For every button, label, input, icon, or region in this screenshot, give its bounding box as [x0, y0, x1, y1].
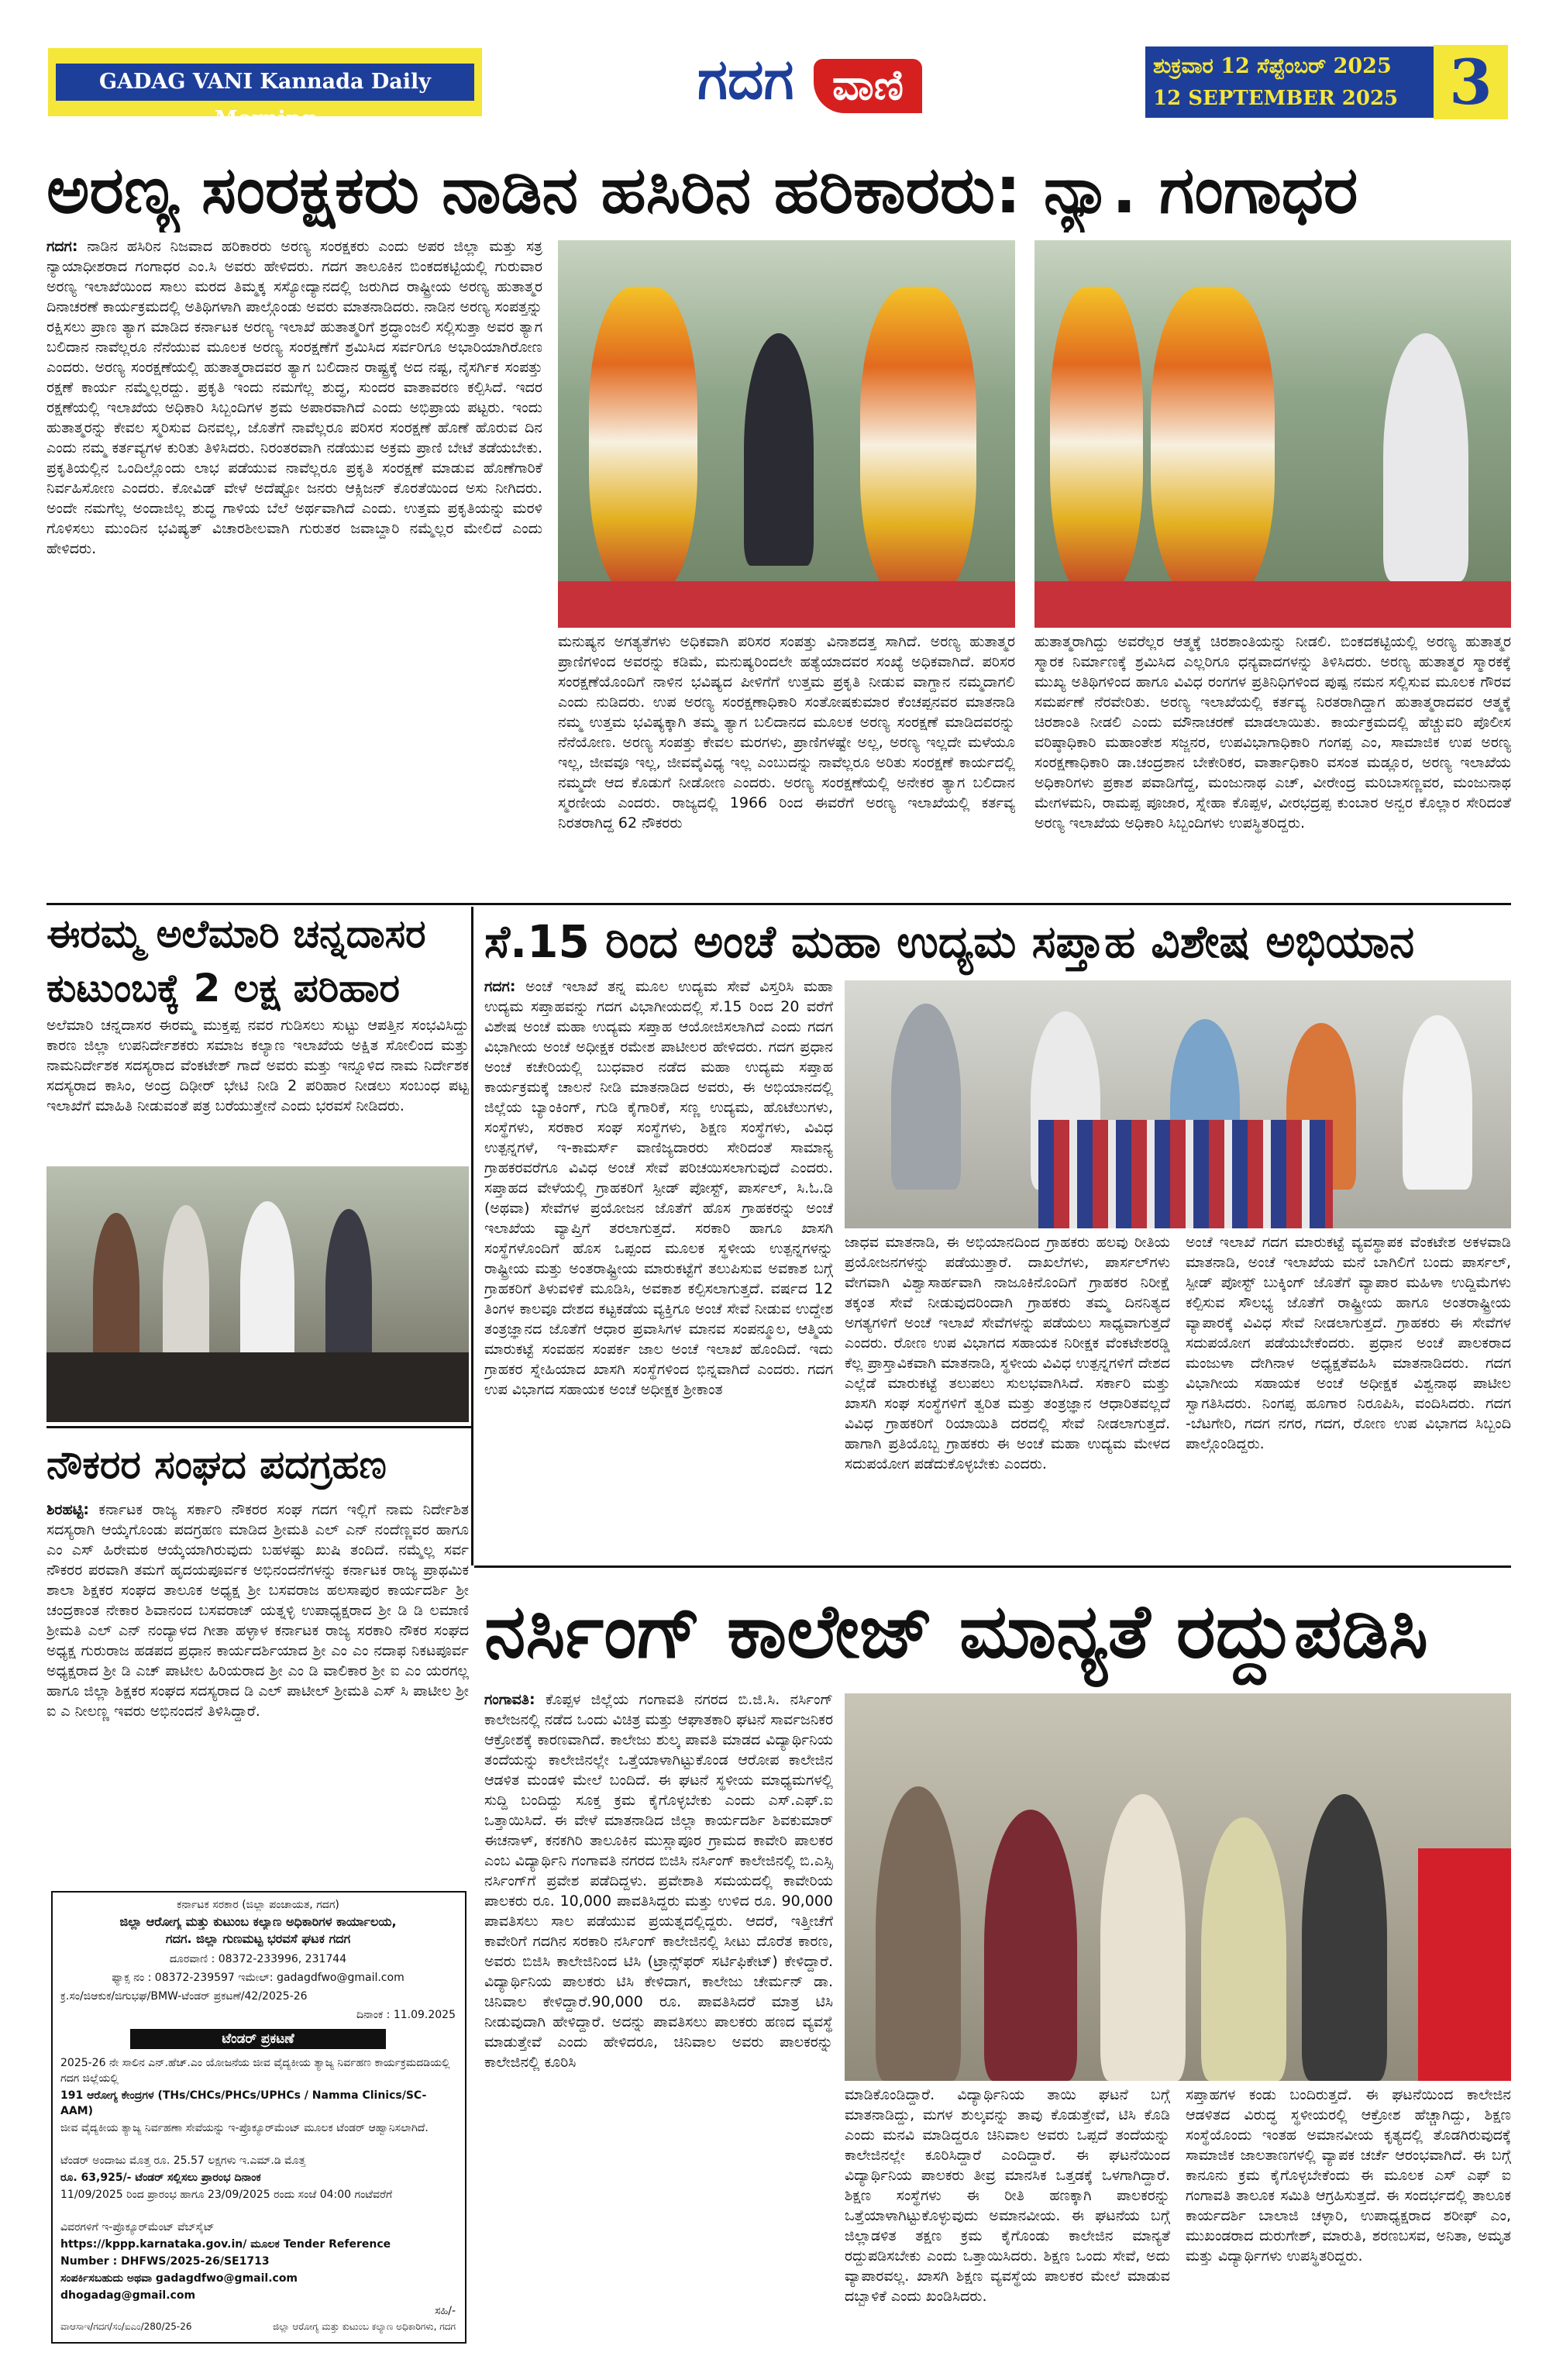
story1-photo-2	[1034, 240, 1511, 628]
story3-dateline: ಗದಗ:	[484, 978, 516, 995]
masthead-tagline-box	[48, 48, 482, 131]
tender-ref: ಕ್ರ.ಸಂ/ಜಿಆಕುಕ/ಜಿಗುಭಘ/BMW-ಟೆಂಡರ್ ಪ್ರಕಟಣೆ/42/2025-26	[60, 1990, 308, 2003]
story5-photo	[845, 1693, 1511, 2081]
tender-line: ಸಂಪರ್ಕಿಸಬಹುದು ಅಥವಾ gadagdfwo@gmail.com	[60, 2272, 298, 2285]
tender-unit: ಗದಗ. ಜಿಲ್ಲಾ ಗುಣಮಟ್ಟ ಭರವಸೆ ಘಟಕ ಗದಗ	[165, 1931, 351, 1946]
tender-line: ಜೀವ ವೈದ್ಯಕೀಯ ತ್ಯಾಜ್ಯ ನಿರ್ವಹಣಾ ಸೇವೆಯನ್ನು ಇ-ಪ್ರೊಕ್ಯೂರ್‌ಮೆಂಟ್ ಮೂಲಕ ಟೆಂಡರ್ ಆಹ್ವಾನಿಸಲಾಗಿದೆ.	[60, 2122, 429, 2134]
story3-col1-text: ಅಂಚೆ ಇಲಾಖೆ ತನ್ನ ಮೂಲ ಉದ್ಯಮ ಸೇವೆ ವಿಸ್ತರಿಸಿ ಮಹಾ ಉದ್ಯಮ ಸಪ್ತಾಹವನ್ನು ಗದಗ ವಿಭಾಗೀಯದಲ್ಲಿ ಸೆ.15 ರಿಂದ 20 ವರೆಗೆ ವಿಶೇಷ ಅಂಚೆ ಮಹಾ ಉದ್ಯಮ ಸಪ್ತಾಹ ಆಯೋಜಿಸಲಾಗಿದೆ ಎಂದು ಗದಗ ವಿಭಾಗೀಯ ಅಂಚೆ ಅಧೀಕ್ಷಕ ರಮೇಶ ಪಾಟೀಲರ ಹೇಳಿದರು. ಗದಗ ಪ್ರಧಾನ ಅಂಚೆ ಕಚೇರಿಯಲ್ಲಿ ಬುಧವಾರ ನಡೆದ ಮಹಾ ಉದ್ಯಮ ಸಪ್ತಾಹ ಕಾರ್ಯಕ್ರಮಕ್ಕೆ ಚಾಲನೆ ನೀಡಿ ಮಾತನಾಡಿದ ಅವರು, ಈ ಅಭಿಯಾನದಲ್ಲಿ ಜಿಲ್ಲೆಯ ಬ್ಯಾಂಕಿಂಗ್, ಗುಡಿ ಕೈಗಾರಿಕೆ, ಸಣ್ಣ ಉದ್ಯಮ, ಹೊಟೆಲುಗಳು, ಸಂಸ್ಥೆಗಳು, ಸರಕಾರ ಸಂಘ ಸಂಸ್ಥೆಗಳು, ಶಿಕ್ಷಣ ಸಂಸ್ಥೆಗಳು, ವಿವಿಧ ಉತ್ಪನ್ನಗಳೆ, ಇ-ಕಾಮರ್ಸ್ ವಾಣಿಜ್ಯದಾರರು ಸೇರಿದಂತೆ ಸಾಮಾನ್ಯ ಗ್ರಾಹಕರವರೆಗೂ ವಿವಿಧ ಅಂಚೆ ಸೇವೆ ಪರಿಚಯಿಸಲಾಗುವುದೆ ಎಂದರು. ಸಪ್ತಾಹದ ವೇಳೆಯಲ್ಲಿ ಗ್ರಾಹಕರಿಗೆ ಸ್ಪೀಡ್ ಪೋಸ್ಟ್, ಪಾರ್ಸಲ್, ಸಿ.ಓ.ಡಿ (ಅಥವಾ) ಸೇವೆಗಳ ಪ್ರಯೋಜನ ಜೊತೆಗೆ ಹೊಸ ಗ್ರಾಹಕರನ್ನು ಅಂಚೆ ಇಲಾಖೆಯ ವ್ಯಾಪ್ತಿಗೆ ತರಲಾಗುತ್ತದೆ. ಸರಕಾರಿ ಹಾಗೂ ಖಾಸಗಿ ಸಂಸ್ಥೆಗಳೊಂದಿಗೆ ಹೊಸ ಒಪ್ಪಂದ ಮೂಲಕ ಸ್ಥಳೀಯ ಉತ್ಪನ್ನಗಳನ್ನು ರಾಷ್ಟ್ರೀಯ ಮತ್ತು ಅಂತರಾಷ್ಟ್ರೀಯ ಮಾರುಕಟ್ಟೆಗೆ ತಲುಪಿಸುವ ಅವಕಾಶ ಬಗ್ಗೆ ಗ್ರಾಹಕರಿಗೆ ತಿಳುವಳಿಕೆ ಮೂಡಿಸಿ, ಅವಕಾಶ ಕಲ್ಪಿಸಲಾಗುತ್ತದೆ. ವರ್ಷದ 12 ತಿಂಗಳ ಕಾಲವೂ ದೇಶದ ಕಟ್ಟಕಡೆಯ ವ್ಯಕ್ತಿಗೂ ಅಂಚೆ ಸೇವೆ ನೀಡುವ ಉದ್ದೇಶ ತಂತ್ರಜ್ಞಾನದ ಜೊತೆಗೆ ಆಧಾರ ಪ್ರವಾಸಿಗಳ ಮಾನವ ಸಂಪನ್ಮೂಲ, ಆತ್ಮಿಯ ಮಾರುಕಟ್ಟೆ ಸಂವಹನ ಸಂಪರ್ಕ ಜಾಲ ಅಂಚೆ ಇಲಾಖೆ ಹೊಂದಿದೆ. ಇದು ಗ್ರಾಹಕರ ಸ್ನೇಹಿಯಾದ ಖಾಸಗಿ ಸಂಸ್ಥೆಗಳಿಂದ ಭಿನ್ನವಾಗಿದೆ ಎಂದರು. ಗದಗ ಉಪ ವಿಭಾಗದ ಸಹಾಯಕ ಅಂಚೆ ಅಧೀಕ್ಷಕ ಶ್ರೀಕಾಂತ	[484, 978, 833, 1398]
person-figure	[1100, 1794, 1186, 2081]
flower-garland	[1151, 287, 1275, 604]
officer-figure	[1383, 333, 1468, 581]
tender-ref-number: Number : DHFWS/2025-26/SE1713	[60, 2255, 270, 2268]
tender-line: 11/09/2025 ರಿಂದ ಪ್ರಾರಂಭ ಹಾಗೂ 23/09/2025 ರಂದು ಸಂಜೆ 04:00 ಗಂಟೆವರೆಗೆ	[60, 2189, 393, 2201]
newspaper-logo	[697, 42, 930, 119]
floor-flowers	[1034, 581, 1511, 628]
divider	[471, 907, 473, 1565]
date-kannada: ಶುಕ್ರವಾರ 12 ಸೆಪ್ಟೆಂಬರ್ 2025	[1153, 54, 1392, 78]
story3-headline: ಸೆ.15 ರಿಂದ ಅಂಚೆ ಮಹಾ ಉದ್ಯಮ ಸಪ್ತಾಹ ವಿಶೇಷ ಅಭಿಯಾನ	[484, 915, 1415, 968]
story2-body: ಅಲೆಮಾರಿ ಚನ್ನದಾಸರ ಈರಮ್ಮ ಮುಕ್ತಪ್ಪ ನವರ ಗುಡಿಸಲು ಸುಟ್ಟು ಆಪತ್ತಿನ ಸಂಭವಿಸಿದ್ದು ಕಾರಣ ಜಿಲ್ಲಾ ಉಪನಿರ್ದೇಶಕರು ಸಮಾಜ ಕಲ್ಯಾಣ ಇಲಾಖೆಯ ಅಕ್ಷಿತ ಸೋಲಿಂದ ಮತ್ತು ನಾಮನಿರ್ದೇಶಕ ಸದಸ್ಯರಾದ ವೆಂಕಟೇಶ್ ಗಾದೆ ಅವರು ಮತ್ತು ಇನ್ನೂಳಿದ ನಾಮ ನಿರ್ದೇಶಕ ಸದಸ್ಯರಾದ ಕಾಸಿಂ, ಅಂದ್ರ ದಿಢೀರ್ ಭೇಟಿ ನೀಡಿ 2 ಪರಿಹಾರ ನೀಡಲು ಸಂಬಂಧ ಪಟ್ಟ ಇಲಾಖೆಗೆ ಮಾಹಿತಿ ನೀಡುವಂತೆ ಪತ್ರ ಬರೆಯುತ್ತೇನೆ ಎಂದು ಭರವಸೆ ನೀಡಿದರು.	[46, 1017, 469, 1114]
flower-garland	[1050, 287, 1143, 597]
story4-body	[46, 1500, 469, 1883]
story3-photo	[845, 980, 1511, 1228]
person-figure	[1302, 1794, 1387, 2081]
story3-col1	[484, 976, 833, 1562]
tender-line: dhogadag@gmail.com	[60, 2289, 196, 2302]
tender-line: ಟೆಂಡರ್ ಅಂದಾಜು ಮೊತ್ತ ರೂ. 25.57 ಲಕ್ಷಗಳು ಇ.ಎಮ್.ಡಿ ಮೊತ್ತ	[60, 2154, 306, 2167]
tender-link: https://kppp.karnataka.gov.in/ ಮೂಲಕ Tender Reference	[60, 2238, 391, 2251]
story1-photo-1	[558, 240, 1015, 628]
person-figure	[876, 1786, 961, 2081]
tender-phone: ದೂರವಾಣಿ : 08372-233996, 231744	[169, 1953, 347, 1965]
story5-col3: ಸಪ್ತಾಹಗಳ ಕಂಡು ಬಂದಿರುತ್ತದೆ. ಈ ಘಟನೆಯಿಂದ ಕಾಲೇಜಿನ ಆಡಳಿತದ ವಿರುದ್ಧ ಸ್ಥಳೀಯರಲ್ಲಿ ಆಕ್ರೋಶ ಹೆಚ್ಚಾಗಿದ್ದು, ಶಿಕ್ಷಣ ಸಂಸ್ಥೆಯೊಂದು ಇಂತಹ ಅಮಾನವೀಯ ಕೃತ್ಯದಲ್ಲಿ ತೊಡಗಿರುವುದಕ್ಕೆ ಸಾಮಾಜಿಕ ಜಾಲತಾಣಗಳಲ್ಲಿ ವ್ಯಾಪಕ ಚರ್ಚೆ ಆರಂಭವಾಗಿದೆ. ಈ ಬಗ್ಗೆ ಕಾನೂನು ಕ್ರಮ ಕೈಗೊಳ್ಳಬೇಕೆಂದು ಈ ಮೂಲಕ ಎಸ್ ಎಫ್ ಐ ಗಂಗಾವತಿ ತಾಲೂಕ ಸಮಿತಿ ಆಗ್ರಹಿಸುತ್ತದೆ. ಈ ಸಂದರ್ಭದಲ್ಲಿ ತಾಲೂಕ ಕಾರ್ಯದರ್ಶಿ ಬಾಲಾಜಿ ಚಳ್ಳಾರಿ, ಉಪಾಧ್ಯಕ್ಷರಾದ ಶರೀಫ್ ಎಂ, ಮುಖಂಡರಾದ ದುರುಗೇಶ್, ಮಾರುತಿ, ಶರಣಬಸವ, ಅನಿತಾ, ಅಮೃತ ಮತ್ತು ವಿದ್ಯಾರ್ಥಿಗಳು ಉಪಸ್ಥಿತರಿದ್ದರು.	[1186, 2086, 1511, 2265]
masthead-date-box	[1145, 46, 1434, 118]
tender-line: 191 ಆರೋಗ್ಯ ಕೇಂದ್ರಗಳ (THs/CHCs/PHCs/UPHCs / Namma Clinics/SC-AAM)	[60, 2089, 427, 2117]
table-cloth	[1038, 1120, 1333, 1228]
story2-headline-line1: ಈರಮ್ಮ ಅಲೆಮಾರಿ ಚನ್ನದಾಸರ	[46, 911, 426, 956]
tender-line: 2025-26 ನೇ ಸಾಲಿನ ಎನ್.ಹೆಚ್.ಎಂ ಯೋಜನೆಯ ಜೀವ ವೈದ್ಯಕೀಯ ತ್ಯಾಜ್ಯ ನಿರ್ವಹಣ ಕಾರ್ಯಕ್ರಮದಡಿಯಲ್ಲಿ ಗದಗ ಜಿಲ್ಲೆಯಲ್ಲಿ	[60, 2057, 450, 2085]
story1-col1	[46, 236, 542, 899]
story5-headline: ನರ್ಸಿಂಗ್ ಕಾಲೇಜ್ ಮಾನ್ಯತೆ ರದ್ದುಪಡಿಸಿ	[484, 1588, 1428, 1675]
story4-dateline: ಶಿರಹಟ್ಟಿ:	[46, 1501, 90, 1518]
flower-garland	[860, 287, 976, 604]
tender-email: ಫ್ಯಾಕ್ಸ ನಂ : 08372-239597 ಇಮೇಲ್: gadagdfwo@gmail.com	[112, 1972, 404, 1984]
burnt-debris	[46, 1352, 469, 1422]
tender-code: ವಾಆಸಾಇ/ಗದಗ/ಸಂ/ಐಎಂ/280/25-26	[60, 2321, 192, 2332]
tender-notice	[51, 1891, 466, 2344]
story5-col2: ಮಾಡಿಕೊಂಡಿದ್ದಾರೆ. ವಿದ್ಯಾರ್ಥಿನಿಯ ತಾಯಿ ಘಟನೆ ಬಗ್ಗೆ ಮಾತನಾಡಿದ್ದು, ಮಗಳ ಶುಲ್ಕವನ್ನು ತಾವು ಕೊಡುತ್ತೇವೆ, ಟಿಸಿ ಕೊಡಿ ಎಂದು ಮನವಿ ಮಾಡಿದ್ದರೂ ಚಿನಿವಾಲ ಅವರು ಒಪ್ಪದೆ ತಂದೆಯನ್ನು ಕಾಲೇಜಿನಲ್ಲೇ ಕೂರಿಸಿದ್ದಾರೆ ಎಂದಿದ್ದಾರೆ. ಈ ಘಟನೆಯಿಂದ ವಿದ್ಯಾರ್ಥಿನಿಯ ಪಾಲಕರು ತೀವ್ರ ಮಾನಸಿಕ ಒತ್ತಡಕ್ಕೆ ಒಳಗಾಗಿದ್ದಾರೆ. ಶಿಕ್ಷಣ ಸಂಸ್ಥೆಗಳು ಈ ರೀತಿ ಹಣಕ್ಕಾಗಿ ಪಾಲಕರನ್ನು ಒತ್ತೆಯಾಳಾಗಿಟ್ಟುಕೊಳ್ಳುವುದು ಅಮಾನವೀಯ. ಈ ಘಟನೆಯ ಬಗ್ಗೆ ಜಿಲ್ಲಾಡಳಿತ ತಕ್ಷಣ ಕ್ರಮ ಕೈಗೊಂಡು ಕಾಲೇಜಿನ ಮಾನ್ಯತೆ ರದ್ದುಪಡಿಸಬೇಕು ಎಂದು ಒತ್ತಾಯಿಸಿದರು. ಶಿಕ್ಷಣ ಒಂದು ಸೇವೆ, ಅದು ವ್ಯಾಪಾರವಲ್ಲ. ಖಾಸಗಿ ಶಿಕ್ಷಣ ವ್ಯವಸ್ಥೆಯ ಪಾಲಕರ ಮೇಲೆ ಮಾಡುವ ದಬ್ಬಾಳಿಕೆ ಎಂದು ಖಂಡಿಸಿದರು.	[845, 2086, 1170, 2305]
person-figure	[984, 1810, 1077, 2081]
person-figure	[325, 1209, 372, 1368]
person-figure	[1201, 1817, 1286, 2081]
story1-col1-text: ನಾಡಿನ ಹಸಿರಿನ ನಿಜವಾದ ಹರಿಕಾರರು ಅರಣ್ಯ ಸಂರಕ್ಷಕರು ಎಂದು ಅಪರ ಜಿಲ್ಲಾ ಮತ್ತು ಸತ್ರ ನ್ಯಾಯಾಧೀಶರಾದ ಗಂಗಾಧರ ಎಂ.ಸಿ ಅವರು ಹೇಳಿದರು. ಗದಗ ತಾಲೂಕಿನ ಬಿಂಕದಕಟ್ಟಿಯಲ್ಲಿ ಗುರುವಾರ ಅರಣ್ಯ ಇಲಾಖೆಯಿಂದ ಸಾಲು ಮರದ ತಿಮ್ಮಕ್ಕ ಸಸ್ಯೋದ್ಯಾನದಲ್ಲಿ ಜರುಗಿದ ರಾಷ್ಟ್ರೀಯ ಅರಣ್ಯ ಹುತಾತ್ಮರ ದಿನಾಚರಣೆ ಕಾರ್ಯಕ್ರಮದಲ್ಲಿ ಅತಿಥಿಗಳಾಗಿ ಪಾಲ್ಗೊಂಡು ಅವರು ಮಾತನಾಡಿದರು. ನಾಡಿನ ಅರಣ್ಯ ಸಂಪತ್ತನ್ನು ರಕ್ಷಿಸಲು ಪ್ರಾಣ ತ್ಯಾಗ ಮಾಡಿದ ಕರ್ನಾಟಕ ಅರಣ್ಯ ಇಲಾಖೆ ಹುತಾತ್ಮರಿಗೆ ಶ್ರದ್ಧಾಂಜಲಿ ಸಲ್ಲಿಸುತ್ತಾ ಅವರ ತ್ಯಾಗ ಬಲಿದಾನ ನಾವೆಲ್ಲರೂ ನೆನೆಯುವ ಮೂಲಕ ಅರಣ್ಯ ಸಂರಕ್ಷಣೆಗೆ ಶ್ರಮಿಸಿದ ಸರ್ವರಿಗೂ ಅಭಾರಿಯಾಗಿರೋಣ ಎಂದರು. ಅರಣ್ಯ ಸಂರಕ್ಷಣೆಯಲ್ಲಿ ಹುತಾತ್ಮರಾದವರ ತ್ಯಾಗ ಬಲಿದಾನ ರಾಷ್ಟ್ರಕ್ಕೆ ಅದ ನಷ್ಟ, ನೈಸರ್ಗಿಕ ಸಂಪತ್ತು ರಕ್ಷಣೆ ಕಾರ್ಯ ನಮ್ಮೆಲ್ಲರದ್ದು. ಪ್ರಕೃತಿ ಇಂದು ನಮಗೆಲ್ಲ ಶುದ್ಧ, ಸುಂದರ ವಾತಾವರಣ ಕಲ್ಪಿಸಿದೆ. ಇದರ ರಕ್ಷಣೆಯಲ್ಲಿ ಇಲಾಖೆಯ ಅಧಿಕಾರಿ ಸಿಬ್ಬಂದಿಗಳ ಶ್ರಮ ಅಪಾರವಾಗಿದೆ ಎಂದು ಅಭಿಪ್ರಾಯ ಪಟ್ಟರು. ಇಂದು ಹುತಾತ್ಮರನ್ನು ಕೇವಲ ಸ್ಮರಿಸುವ ದಿನವಲ್ಲ, ಜೊತೆಗೆ ನಾವೆಲ್ಲರೂ ಪರಿಸರ ಸಂರಕ್ಷಣೆ ಹೊಣೆ ಹೊರುವ ದಿನ ಎಂದು ನಮ್ಮ ಕರ್ತವ್ಯಗಳ ಕುರಿತು ತಿಳಿಸಿದರು. ನಿರಂತರವಾಗಿ ನಡೆಯುವ ಅಕ್ರಮ ಪ್ರಾಣಿ ಬೇಟೆ ತಡೆಯಬೇಕು. ಪ್ರಕೃತಿಯಲ್ಲಿನ ಒಂದಿಲ್ಲೊಂದು ಲಾಭ ಪಡೆಯುವ ನಾವೆಲ್ಲರೂ ಪ್ರಕೃತಿ ಸಂರಕ್ಷಣೆ ಮಾಡುವ ಹೊಣೆಗಾರಿಕೆ ನಿರ್ವಹಿಸೋಣ ಎಂದರು. ಕೋವಿಡ್ ವೇಳೆ ಅದೆಷ್ಟೋ ಜನರು ಆಕ್ಸಿಜನ್ ಕೊರತೆಯಿಂದ ಅಸು ನೀಗಿದರು. ಅಂದೇ ನಮಗೆಲ್ಲ ಅಂದಾಜಿಲ್ಲ ಶುದ್ಧ ಗಾಳಿಯ ಬೆಲೆ ಅರ್ಥವಾಗಿದೆ ಎಂದು. ಉತ್ತಮ ಪ್ರಕೃತಿಯನ್ನು ಮರಳಿ ಗೊಳಿಸಲು ಮುಂದಿನ ಭವಿಷ್ಯತ್ ವಿಚಾರಶೀಲವಾಗಿ ಗುರುತರ ಜವಾಬ್ದಾರಿ ನಮ್ಮೆಲ್ಲರ ಮೇಲಿದೆ ಎಂದು ಹೇಳಿದರು.	[46, 238, 542, 557]
story4-body-text: ಕರ್ನಾಟಕ ರಾಜ್ಯ ಸರ್ಕಾರಿ ನೌಕರರ ಸಂಘ ಗದಗ ಇಲ್ಲಿಗೆ ನಾಮ ನಿರ್ದೇಶಿತ ಸದಸ್ಯರಾಗಿ ಆಯ್ಕೆಗೊಂಡು ಪದಗ್ರಹಣ ಮಾಡಿದ ಶ್ರೀಮತಿ ಎಲ್ ಎನ್ ನಂದೆಣ್ಣವರ ಹಾಗೂ ಎಂ ಎಸ್ ಹಿರೇಮಠ ಆಯ್ಕೆಯಾಗಿರುವುದು ಬಹಳಷ್ಟು ಖುಷಿ ತಂದಿದೆ. ನಮ್ಮೆಲ್ಲ ಸರ್ವ ನೌಕರರ ಪರವಾಗಿ ತಮಗೆ ಹೃದಯಪೂರ್ವಕ ಅಭಿನಂದನೆಗಳನ್ನು ಕರ್ನಾಟಕ ರಾಜ್ಯ ಪ್ರಾಥಮಿಕ ಶಾಲಾ ಶಿಕ್ಷಕರ ಸಂಘದ ತಾಲೂಕ ಅಧ್ಯಕ್ಷ ಶ್ರೀ ಬಸವರಾಜ ಹಲಸಾಪುರ ಕಾರ್ಯದರ್ಶಿ ಶ್ರೀ ಚಂದ್ರಕಾಂತ ನೇಕಾರ ಶಿವಾನಂದ ಬಸವರಾಜ್ ಯತ್ನಳ್ಳಿ ಉಪಾಧ್ಯಕ್ಷರಾದ ಶ್ರೀ ಡಿ ಡಿ ಲಮಾಣಿ ಶ್ರೀಮತಿ ಎಲ್ ಎನ್ ನಂದ್ಯಾಳದ ಗೀತಾ ಹಳ್ಳಾಳ ಕರ್ನಾಟಕ ರಾಜ್ಯ ಸರಕಾರಿ ನೌಕರ ಸಂಘದ ಅಧ್ಯಕ್ಷ ಗುರುರಾಜ ಹಡಪದ ಪ್ರಧಾನ ಕಾರ್ಯದರ್ಶಿಯಾದ ಶ್ರೀ ಎಂ ಎಂ ನದಾಫ ನಿಕಟಪೂರ್ವ ಅಧ್ಯಕ್ಷರಾದ ಶ್ರೀ ಡಿ ಎಚ್ ಪಾಟೀಲ ಹಿರಿಯರಾದ ಶ್ರೀ ಎಂ ಡಿ ವಾಲಿಕಾರ ಶ್ರೀ ಐ ಎಂ ಯರಗಲ್ಲ ಹಾಗೂ ಜಿಲ್ಲಾ ಶಿಕ್ಷಕರ ಸಂಘದ ಸದಸ್ಯರಾದ ಡಿ ಎಲ್ ಪಾಟೀಲ್ ಶ್ರೀಮತಿ ಎಸ್ ಸಿ ಪಾಟೀಲ ಶ್ರೀ ಐ ಎ ನೀಲಣ್ಣ ಇವರು ಅಭಿನಂದನೆ ತಿಳಿಸಿದ್ದಾರೆ.	[46, 1501, 469, 1720]
divider	[46, 1426, 471, 1428]
divider	[474, 1565, 1511, 1568]
tender-officer: ಜಿಲ್ಲಾ ಆರೋಗ್ಯ ಮತ್ತು ಕುಟುಂಬ ಕಲ್ಯಾಣ ಅಧಿಕಾರಿಗಳು, ಗದಗ	[273, 2321, 456, 2332]
story5-dateline: ಗಂಗಾವತಿ:	[484, 1691, 535, 1708]
story1-dateline: ಗದಗ:	[46, 238, 78, 255]
tender-line: ಕರ್ನಾಟಕ ಸರಕಾರ (ಜಿಲ್ಲಾ ಪಂಚಾಯತ, ಗದಗ)	[177, 1899, 339, 1911]
person-figure	[93, 1213, 139, 1368]
story2-photo	[46, 1166, 469, 1422]
flower-garland	[589, 287, 697, 597]
story3-col3: ಅಂಚೆ ಇಲಾಖೆ ಗದಗ ಮಾರುಕಟ್ಟೆ ವ್ಯವಸ್ಥಾಪಕ ವೆಂಕಟೇಶ ಅಕಳವಾಡಿ ಮಾತನಾಡಿ, ಅಂಚೆ ಇಲಾಖೆಯ ಮನೆ ಬಾಗಿಲಿಗೆ ಬಂದು ಪಾರ್ಸಲ್, ಸ್ಪೀಡ್ ಪೋಸ್ಟ್ ಬುಕ್ಕಿಂಗ್ ಜೊತೆಗೆ ವ್ಯಾಪಾರ ಮಹಿಳಾ ಉದ್ದಿಮೆಗಳು ಕಲ್ಪಿಸುವ ಸೌಲಭ್ಯ ಜೊತೆಗೆ ರಾಷ್ಟ್ರೀಯ ಹಾಗೂ ಅಂತರಾಷ್ಟ್ರೀಯ ವ್ಯಾಪಾರಕ್ಕೆ ವಿವಿಧ ಸೇವೆ ನೀಡಲಾಗುತ್ತದೆ. ಗ್ರಾಹಕರು ಈ ಸೇವೆಗಳ ಸದುಪಯೋಗ ಪಡೆಯಬೇಕೆಂದರು. ಪ್ರಧಾನ ಅಂಚೆ ಪಾಲಕರಾದ ಮಂಜುಳಾ ದೇಗಿನಾಳ ಅಧ್ಯಕ್ಷತೆವಹಿಸಿ ಮಾತನಾಡಿದರು. ಗದಗ ವಿಭಾಗೀಯ ಸಹಾಯಕ ಅಂಚೆ ಅಧೀಕ್ಷಕ ವಿಶ್ವನಾಥ ಪಾಟೀಲ ಸ್ವಾಗತಿಸಿದರು. ನಿಂಗಪ್ಪ ಹೂಗಾರ ನಿರೂಪಿಸಿ, ವಂದಿಸಿದರು. ಗದಗ -ಬೆಟಗೇರಿ, ಗದಗ ನಗರ, ಗದಗ, ರೋಣ ಉಪ ವಿಭಾಗದ ಸಿಬ್ಬಂದಿ ಪಾಲ್ಗೊಂಡಿದ್ದರು.	[1186, 1234, 1511, 1452]
tender-title: ಟೆಂಡರ್ ಪ್ರಕಟಣೆ	[130, 2029, 386, 2049]
logo-text-left: ಗದಗ	[697, 46, 794, 112]
tender-line: ವಿವರಗಳಿಗೆ ಇ-ಪ್ರೊಕ್ಯೂರ್‌ಮೆಂಟ್ ವೆಬ್‌ಸೈಟ್	[60, 2221, 215, 2234]
tender-signature: ಸಹಿ/-	[435, 2305, 456, 2317]
masthead-tagline: GADAG VANI Kannada Daily Morning	[56, 64, 474, 101]
judge-figure	[744, 333, 814, 566]
person-figure	[1403, 1015, 1472, 1190]
story3-col2: ಜಾಧವ ಮಾತನಾಡಿ, ಈ ಅಭಿಯಾನದಿಂದ ಗ್ರಾಹಕರು ಹಲವು ರೀತಿಯ ಪ್ರಯೋಜನಗಳನ್ನು ಪಡೆಯುತ್ತಾರೆ. ದಾಖಲೆಗಳು, ಪಾರ್ಸಲ್‌ಗಳು ವೇಗವಾಗಿ ವಿಶ್ವಾಸಾರ್ಹವಾಗಿ ನಾಜೂಕಿನೊಂದಿಗೆ ಗ್ರಾಹಕರ ನಿರೀಕ್ಷೆ ತಕ್ಕಂತ ಸೇವೆ ನೀಡುವುದರಿಂದಾಗಿ ಗ್ರಾಹಕರು ತಮ್ಮ ದಿನನಿತ್ಯದ ಅಗತ್ಯಗಳಿಗೆ ಅಂಚೆ ಇಲಾಖೆ ಸೇವೆಗಳನ್ನು ಪಡೆಯಲು ಸಾಧ್ಯವಾಗುತ್ತದೆ ಎಂದರು. ರೋಣ ಉಪ ವಿಭಾಗದ ಸಹಾಯಕ ನಿರೀಕ್ಷಕ ವೆಂಕಟೇಶರಡ್ಡಿ ಕೆಲ್ಲ ಪ್ರಾಸ್ತಾವಿಕವಾಗಿ ಮಾತನಾಡಿ, ಸ್ಥಳೀಯ ವಿವಿಧ ಉತ್ಪನ್ನಗಳಿಗೆ ದೇಶದ ಎಲ್ಲೆಡೆ ಮಾರುಕಟ್ಟೆ ತಲುಪಲು ಸುಲಭವಾಗಿಸಿದೆ. ಸರ್ಕಾರಿ ಮತ್ತು ಖಾಸಗಿ ಸಂಘ ಸಂಸ್ಥೆಗಳಿಗೆ ತ್ವರಿತ ಮತ್ತು ತಂತ್ರಜ್ಞಾನ ಆಧಾರಿತವಲ್ಲದೆ ವಿವಿಧ ಗ್ರಾಹಕರಿಗೆ ರಿಯಾಯಿತಿ ದರದಲ್ಲಿ ಸೇವೆ ನೀಡಲಾಗುತ್ತದೆ. ಹಾಗಾಗಿ ಪ್ರತಿಯೊಬ್ಬ ಗ್ರಾಹಕರು ಈ ಅಂಚೆ ಮಹಾ ಉದ್ಯಮ ಮೇಳದ ಸದುಪಯೋಗ ಪಡೆದುಕೊಳ್ಳಬೇಕು ಎಂದರು.	[845, 1234, 1170, 1472]
story1-col3: ಹುತಾತ್ಮರಾಗಿದ್ದು ಅವರೆಲ್ಲರ ಆತ್ಮಕ್ಕೆ ಚಿರಶಾಂತಿಯನ್ನು ನೀಡಲಿ. ಬಿಂಕದಕಟ್ಟಿಯಲ್ಲಿ ಅರಣ್ಯ ಹುತಾತ್ಮರ ಸ್ಮಾರಕ ನಿರ್ಮಾಣಕ್ಕೆ ಶ್ರಮಿಸಿದ ಎಲ್ಲರಿಗೂ ಧನ್ಯವಾದಗಳನ್ನು ತಿಳಿಸಿದರು. ಅರಣ್ಯ ಹುತಾತ್ಮರ ಸ್ಮಾರಕಕ್ಕೆ ಮುಖ್ಯ ಅತಿಥಿಗಳಿಂದ ಹಾಗೂ ವಿವಿಧ ರಂಗಗಳ ಪ್ರತಿನಿಧಿಗಳಿಂದ ಪುಷ್ಪ ನಮನ ಸಲ್ಲಿಸುವ ಮೂಲಕ ಗೌರವ ಸಮರ್ಪಣೆ ನೆರವೇರಿತು. ಅರಣ್ಯ ಇಲಾಖೆಯಲ್ಲಿ ಕರ್ತವ್ಯ ನಿರತರಾಗಿದ್ದಾಗ ಹುತಾತ್ಮರಾದವರ ಆತ್ಮಕ್ಕೆ ಚಿರಶಾಂತಿ ನೀಡಲಿ ಎಂದು ಮೌನಾಚರಣೆ ಮಾಡಲಾಯಿತು. ಕಾರ್ಯಕ್ರಮದಲ್ಲಿ ಹೆಚ್ಚುವರಿ ಪೊಲೀಸ ವರಿಷ್ಠಾಧಿಕಾರಿ ಮಹಾಂತೇಶ ಸಜ್ಜನರ, ಉಪವಿಭಾಗಾಧಿಕಾರಿ ಗಂಗಪ್ಪ ಎಂ, ಸಾಮಾಜಿಕ ಉಪ ಅರಣ್ಯ ಸಂರಕ್ಷಣಾಧಿಕಾರಿ ಡಾ.ಚಂದ್ರಶಾನ ಬೇಕೇರಿಕರ, ವಾರ್ತಾಧಿಕಾರಿ ವಸಂತ ಮಡ್ಲೂರ, ಅರಣ್ಯ ಇಲಾಖೆಯ ಅಧಿಕಾರಿಗಳು ಪ್ರಕಾಶ ಪವಾಡಿಗೆದ್ದ, ಮಂಜುನಾಥ ಎಚ್, ವೀರೇಂದ್ರ ಮರಿಬಾಸಣ್ಣವರ, ಮಂಜುನಾಥ ಮೇಗಳಮನಿ, ರಾಮಪ್ಪ ಪೂಜಾರ, ಸ್ನೇಹಾ ಕೊಪ್ಪಳ, ವೀರಭದ್ರಪ್ಪ ಕುಂಬಾರ ಅನ್ವರ ಕೊಲ್ಲಾರ ಸೇರಿದಂತೆ ಅರಣ್ಯ ಇಲಾಖೆಯ ಅಧಿಕಾರಿ ಸಿಬ್ಬಂದಿಗಳು ಉಪಸ್ಥಿತರಿದ್ದರು.	[1034, 633, 1511, 832]
red-flag	[1418, 1848, 1511, 2081]
story1-headline: ಅರಣ್ಯ ಸಂರಕ್ಷಕರು ನಾಡಿನ ಹಸಿರಿನ ಹರಿಕಾರರು: ನ್ಯಾ. ಗಂಗಾಧರ	[46, 152, 1358, 228]
divider	[46, 903, 1511, 905]
page-number: 3	[1434, 45, 1508, 119]
person-figure	[163, 1205, 209, 1368]
tender-office: ಜಿಲ್ಲಾ ಆರೋಗ್ಯ ಮತ್ತು ಕುಟುಂಬ ಕಲ್ಯಾಣ ಅಧಿಕಾರಿಗಳ ಕಾರ್ಯಾಲಯ,	[119, 1914, 397, 1929]
floor-flowers	[558, 581, 1015, 628]
story5-col1	[484, 1689, 833, 2340]
date-english: 12 SEPTEMBER 2025	[1153, 87, 1399, 110]
story2-headline-line2: ಕುಟುಂಬಕ್ಕೆ 2 ಲಕ್ಷ ಪರಿಹಾರ	[46, 966, 400, 1011]
tender-date: ದಿನಾಂಕ : 11.09.2025	[356, 2009, 456, 2021]
logo-text-right: ವಾಣಿ	[814, 59, 922, 113]
story4-headline: ನೌಕರರ ಸಂಘದ ಪದಗ್ರಹಣ	[46, 1442, 387, 1487]
story5-col1-text: ಕೊಪ್ಪಳ ಜಿಲ್ಲೆಯ ಗಂಗಾವತಿ ನಗರದ ಬಿ.ಜಿ.ಸಿ. ನರ್ಸಿಂಗ್ ಕಾಲೇಜನಲ್ಲಿ ನಡೆದ ಒಂದು ವಿಚಿತ್ರ ಮತ್ತು ಆಘಾತಕಾರಿ ಘಟನೆ ಸಾರ್ವಜನಿಕರ ಆಕ್ರೋಶಕ್ಕೆ ಕಾರಣವಾಗಿದೆ. ಕಾಲೇಜು ಶುಲ್ಕ ಪಾವತಿ ಮಾಡದ ವಿದ್ಯಾರ್ಥಿನಿಯ ತಂದೆಯನ್ನು ಕಾಲೇಜಿನಲ್ಲೇ ಒತ್ತೆಯಾಳಾಗಿಟ್ಟುಕೊಂಡ ಆರೋಪ ಕಾಲೇಜಿನ ಆಡಳಿತ ಮಂಡಳಿ ಮೇಲೆ ಬಂದಿದೆ. ಈ ಘಟನೆ ಸ್ಥಳೀಯ ಮಾಧ್ಯಮಗಳಲ್ಲಿ ಸುದ್ದಿ ಬಂದಿದ್ದು ಸೂಕ್ತ ಕ್ರಮ ಕೈಗೊಳ್ಳಬೇಕು ಎಂದು ಎಸ್.ಎಫ್.ಐ ಒತ್ತಾಯಿಸಿದೆ. ಈ ವೇಳೆ ಮಾತನಾಡಿದ ಜಿಲ್ಲಾ ಕಾರ್ಯದರ್ಶಿ ಶಿವಕುಮಾರ್ ಈಚನಾಳ್, ಕನಕಗಿರಿ ತಾಲೂಕಿನ ಮುಸ್ಲಾಪೂರ ಗ್ರಾಮದ ಕಾವೇರಿ ಪಾಲಕರ ಎಂಬ ವಿದ್ಯಾರ್ಥಿನಿ ಗಂಗಾವತಿ ನಗರದ ಬಿಜಿಸಿ ನರ್ಸಿಂಗ್ ಕಾಲೇಜಿನಲ್ಲಿ ಬಿ.ಎಸ್ಸಿ ನರ್ಸಿಂಗ್‌ಗೆ ಪ್ರವೇಶ ಪಡೆದಿದ್ದಳು. ಪ್ರವೇಶಾತಿ ಸಮಯದಲ್ಲಿ ಕಾವೇರಿಯ ಪಾಲಕರು ರೂ. 10,000 ಪಾವತಿಸಿದ್ದರು ಮತ್ತು ಉಳಿದ ರೂ. 90,000 ಪಾವತಿಸಲು ಸಾಲ ಪಡೆಯುವ ಪ್ರಯತ್ನದಲ್ಲಿದ್ದರು. ಆದರೆ, ಇತ್ತೀಚೆಗೆ ಕಾವೇರಿಗೆ ಗದಗಿನ ಸರಕಾರಿ ನರ್ಸಿಂಗ್ ಕಾಲೇಜಿನಲ್ಲಿ ಸೀಟು ದೊರೆತ ಕಾರಣ, ಅವರು ಬಿಜಿಸಿ ಕಾಲೇಜಿನಿಂದ ಟಿಸಿ (ಟ್ರಾನ್ಸ್‌ಫರ್ ಸರ್ಟಿಫಿಕೇಟ್) ಕೇಳಿದ್ದಾರೆ. ವಿದ್ಯಾರ್ಥಿನಿಯ ಪಾಲಕರು ಟಿಸಿ ಕೇಳಿದಾಗ, ಕಾಲೇಜು ಚೇರ್ಮನ್ ಡಾ. ಚಿನಿವಾಲ ಕೇಳಿದ್ದಾರೆ.90,000 ರೂ. ಪಾವತಿಸಿದರೆ ಮಾತ್ರ ಟಿಸಿ ನೀಡುವುದಾಗಿ ಹೇಳಿದ್ದಾರೆ. ಅದನ್ನು ಪಾವತಿಸಲು ಪಾಲಕರು ಹಣದ ವ್ಯವಸ್ಥೆ ಮಾಡುತ್ತೇವೆ ಎಂದು ಹೇಳಿದರೂ, ಚಿನಿವಾಲ ಅವರು ಪಾಲಕರನ್ನು ಕಾಲೇಜಿನಲ್ಲಿ ಕೂರಿಸಿ	[484, 1691, 833, 2071]
tender-line: ರೂ. 63,925/- ಟೆಂಡರ್ ಸಲ್ಲಿಸಲು ಪ್ರಾರಂಭ ದಿನಾಂಕ	[60, 2172, 261, 2184]
person-figure	[891, 1004, 961, 1190]
person-figure	[240, 1201, 294, 1368]
story1-col2: ಮನುಷ್ಯನ ಅಗತ್ಯತೆಗಳು ಅಧಿಕವಾಗಿ ಪರಿಸರ ಸಂಪತ್ತು ವಿನಾಶದತ್ತ ಸಾಗಿದೆ. ಅರಣ್ಯ ಹುತಾತ್ಮರ ಪ್ರಾಣಿಗಳಿಂದ ಅವರನ್ನು ಕಡಿಮೆ, ಮನುಷ್ಯರಿಂದಲೇ ಹತ್ಯೆಯಾದವರ ಸಂಖ್ಯೆ ಅಧಿಕವಾಗಿದೆ. ಪರಿಸರ ಸಂರಕ್ಷಣೆಯೊಂದಿಗೆ ನಾಳಿನ ಭವಿಷ್ಯದ ಪೀಳಿಗೆಗೆ ಉತ್ತಮ ಪ್ರಕೃತಿ ನೀಡುವ ವಾಗ್ದಾನ ನಮ್ಮದಾಗಲಿ ಎಂದು ನುಡಿದರು. ಉಪ ಅರಣ್ಯ ಸಂರಕ್ಷಣಾಧಿಕಾರಿ ಸಂತೋಷಕುಮಾರ ಕೆಂಚಪ್ಪನವರ ಮಾತನಾಡಿ ನಮ್ಮ ಉತ್ತಮ ಭವಿಷ್ಯಕ್ಕಾಗಿ ತಮ್ಮ ತ್ಯಾಗ ಬಲಿದಾನದ ಮೂಲಕ ಅರಣ್ಯ ಸಂರಕ್ಷಣೆ ಮಾಡಿದವರನ್ನು ನೆನೆಯೋಣ. ಅರಣ್ಯ ಸಂಪತ್ತು ಕೇವಲ ಮರಗಳು, ಪ್ರಾಣಿಗಳಷ್ಟೇ ಅಲ್ಲ, ಅರಣ್ಯ ಇಲ್ಲದೇ ಮಳೆಯೂ ಇಲ್ಲ, ಜೀವವೂ ಇಲ್ಲ, ಜೀವವೈವಿಧ್ಯ ಇಲ್ಲ ಎಂಬುದನ್ನು ನಾವೆಲ್ಲರೂ ಅರಿತು ಸಂರಕ್ಷಣೆ ಕಾರ್ಯದಲ್ಲಿ ನಮ್ಮದೇ ಆದ ಕೊಡುಗೆ ನೀಡೋಣ ಎಂದರು. ಅರಣ್ಯ ಸಂರಕ್ಷಣೆಯಲ್ಲಿ ಅನೇಕರ ತ್ಯಾಗ ಬಲಿದಾನ ಸ್ಮರಣೀಯ ಎಂದರು. ರಾಜ್ಯದಲ್ಲಿ 1966 ರಿಂದ ಈವರೆಗೆ ಅರಣ್ಯ ಇಲಾಖೆಯಲ್ಲಿ ಕರ್ತವ್ಯ ನಿರತರಾಗಿದ್ದ 62 ನೌಕರರು	[558, 633, 1015, 832]
